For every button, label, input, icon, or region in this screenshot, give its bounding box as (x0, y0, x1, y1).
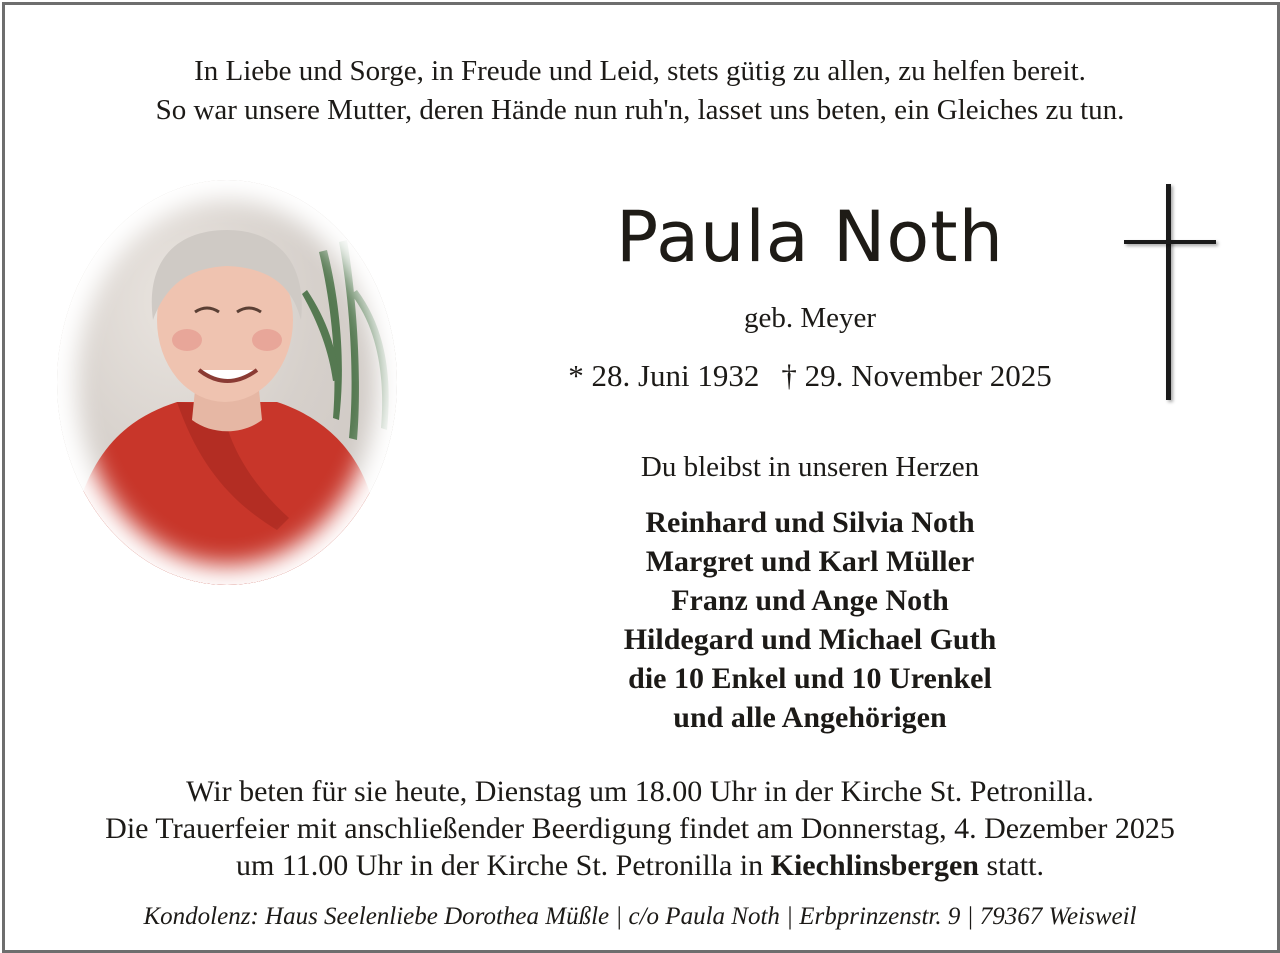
mourner: Reinhard und Silvia Noth (645, 506, 975, 539)
mourners-list (500, 503, 1120, 737)
birth-date: * 28. Juni 1932 (568, 358, 760, 393)
service-line-3-prefix: um 11.00 Uhr in der Kirche St. Petronilla in (236, 849, 764, 882)
cross-icon (1118, 180, 1222, 404)
dress (77, 402, 377, 585)
service-line-3-suffix: statt. (986, 849, 1044, 882)
mourner: Margret und Karl Müller (645, 545, 975, 578)
death-date: † 29. November 2025 (781, 358, 1052, 393)
mourner: Hildegard und Michael Guth (623, 623, 997, 656)
verse-line-2: So war unsere Mutter, deren Hände nun ruh'n, lasset uns beten, ein Gleiches zu tun. (155, 94, 1125, 126)
service-place: Kiechlinsbergen (770, 849, 979, 882)
hair (152, 230, 302, 320)
service-line-3 (0, 847, 1280, 884)
motto: Du bleibst in unseren Herzen (640, 451, 980, 483)
maiden-name: geb. Meyer (743, 302, 877, 334)
portrait-illustration (57, 180, 397, 585)
mourner: Franz und Ange Noth (671, 584, 949, 617)
condolence-address: Kondolenz: Haus Seelenliebe Dorothea Müßle | c/o Paula Noth | Erbprinzenstr. 9 | 79367 Weisweil (143, 903, 1137, 930)
life-dates (500, 358, 1120, 394)
service-line-1: Wir beten für sie heute, Dienstag um 18.00 Uhr in der Kirche St. Petronilla. (186, 775, 1094, 808)
portrait-photo (57, 180, 397, 585)
verse (0, 52, 1280, 130)
service-info (0, 773, 1280, 884)
plant-leaves (302, 240, 389, 440)
mourner: die 10 Enkel und 10 Urenkel (628, 662, 992, 695)
face (157, 238, 293, 402)
mourner: und alle Angehörigen (673, 701, 947, 734)
deceased-name: Paula Noth (616, 196, 1004, 278)
service-line-2: Die Trauerfeier mit anschließender Beerdigung findet am Donnerstag, 4. Dezember 2025 (105, 812, 1175, 845)
verse-line-1: In Liebe und Sorge, in Freude und Leid, stets gütig zu allen, zu helfen bereit. (194, 55, 1086, 87)
